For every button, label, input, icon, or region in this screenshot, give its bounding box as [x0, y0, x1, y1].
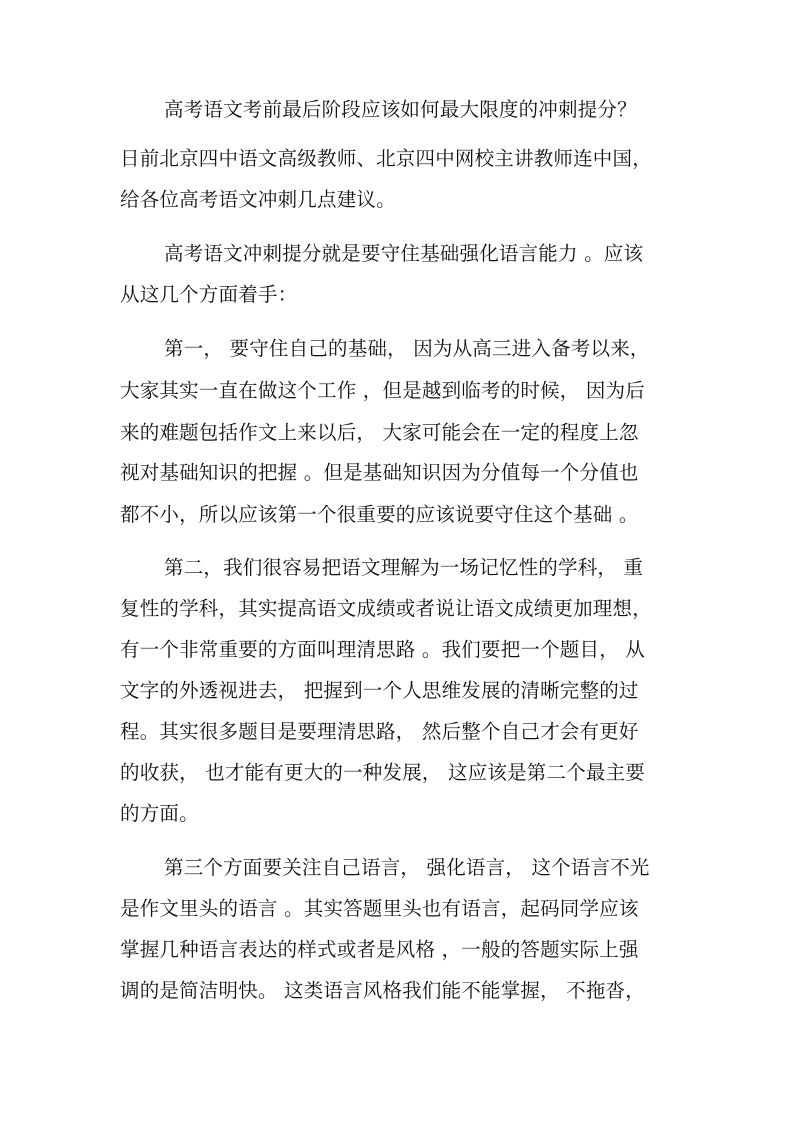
text-line: 是作文里头的语言 。其实答题里头也有语言，起码同学应该 — [120, 897, 639, 920]
text-line: 的收获， 也才能有更大的一种发展， 这应该是第二个最主要 — [120, 761, 645, 784]
text-line: 高考语文考前最后阶段应该如何最大限度的冲刺提分？ — [164, 98, 637, 121]
text-line: 来的难题包括作文上来以后， 大家可能会在一定的程度上忽 — [120, 421, 639, 444]
text-line: 都不小，所以应该第一个很重要的应该说要守住这个基础 。 — [120, 503, 639, 526]
text-line: 第三个方面要关注自己语言， 强化语言， 这个语言不光 — [164, 856, 650, 879]
text-line: 大家其实一直在做这个工作 ，但是越到临考的时候， 因为后 — [120, 379, 645, 402]
text-line: 掌握几种语言表达的样式或者是风格 ，一般的答题实际上强 — [120, 938, 639, 961]
text-line: 有一个非常重要的方面叫理清思路 。我们要把一个题目， 从 — [120, 638, 645, 661]
text-line: 日前北京四中语文高级教师、北京四中网校主讲教师连中国， — [120, 147, 652, 170]
text-line: 文字的外透视进去， 把握到一个人思维发展的清晰完整的过 — [120, 679, 639, 702]
text-line: 复性的学科，其实提高语文成绩或者说让语文成绩更加理想， — [120, 597, 652, 620]
text-line: 从这几个方面着手： — [120, 283, 298, 306]
text-line: 的方面。 — [120, 802, 199, 825]
text-line: 程。其实很多题目是要理清思路， 然后整个自己才会有更好 — [120, 720, 639, 743]
text-line: 给各位高考语文冲刺几点建议。 — [120, 188, 396, 211]
text-line: 调的是简洁明快。 这类语言风格我们能不能掌握， 不拖沓， — [120, 979, 645, 1002]
text-line: 第一， 要守住自己的基础， 因为从高三进入备考以来， — [164, 337, 650, 360]
text-line: 视对基础知识的把握 。但是基础知识因为分值每一个分值也 — [120, 461, 639, 484]
text-line: 高考语文冲刺提分就是要守住基础强化语言能力 。应该 — [164, 242, 644, 265]
text-line: 第二，我们很容易把语文理解为一场记忆性的学科， 重 — [164, 556, 644, 579]
